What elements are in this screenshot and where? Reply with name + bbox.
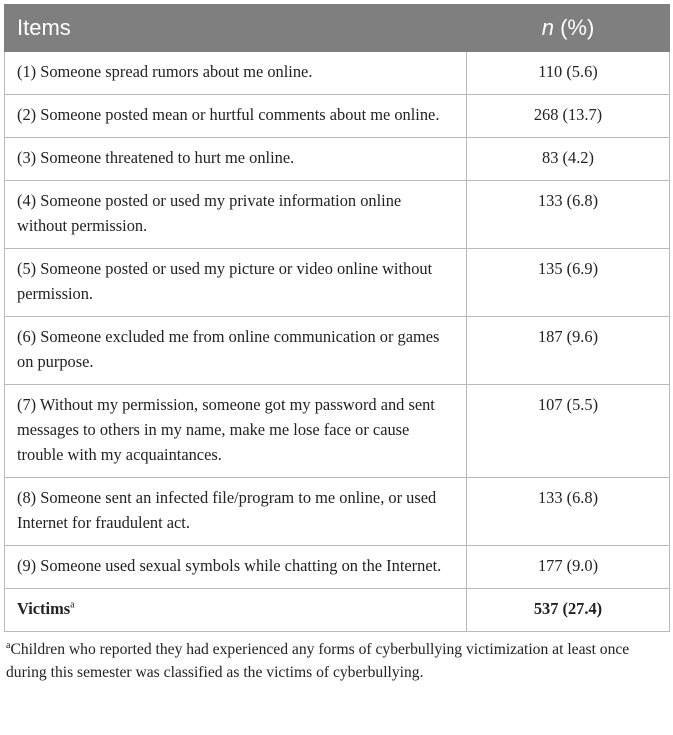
table-row: [5, 546, 670, 589]
victims-label: Victims: [17, 599, 71, 618]
table-row: [5, 317, 670, 385]
footnote-marker: a: [6, 639, 11, 651]
n-header-rest: (%): [553, 15, 595, 40]
item-cell: (6) Someone excluded me from online communication or games on purpose.: [5, 317, 467, 385]
n-cell: 177 (9.0): [467, 546, 670, 589]
header-row: [5, 5, 670, 52]
n-cell: 268 (13.7): [467, 95, 670, 138]
n-cell: 187 (9.6): [467, 317, 670, 385]
data-table: [4, 4, 670, 632]
item-cell: (7) Without my permission, someone got my password and sent messages to others in my name, make me lose face or cause trouble with my acquaintances.: [5, 385, 467, 478]
n-cell: 133 (6.8): [467, 478, 670, 546]
item-cell: (9) Someone used sexual symbols while chatting on the Internet.: [5, 546, 467, 589]
table-row: [5, 249, 670, 317]
victims-n-cell: 537 (27.4): [467, 589, 670, 632]
table-container: [4, 4, 669, 684]
table-row: [5, 385, 670, 478]
table-row: [5, 95, 670, 138]
victims-label-cell: [5, 589, 467, 632]
n-header-italic: n: [541, 15, 554, 40]
n-cell: 83 (4.2): [467, 138, 670, 181]
table-row: [5, 138, 670, 181]
table-footnote: [4, 638, 669, 684]
victims-footnote-marker: a: [70, 599, 75, 611]
item-cell: (3) Someone threatened to hurt me online.: [5, 138, 467, 181]
n-cell: 133 (6.8): [467, 181, 670, 249]
item-cell: (2) Someone posted mean or hurtful comments about me online.: [5, 95, 467, 138]
n-cell: 110 (5.6): [467, 52, 670, 95]
table-row: [5, 181, 670, 249]
table-row: [5, 478, 670, 546]
footnote-text: Children who reported they had experienced any forms of cyberbullying victimization at least once during this semester was classified as the victims of cyberbullying.: [6, 641, 630, 681]
n-percent-header: [467, 5, 670, 52]
n-cell: 135 (6.9): [467, 249, 670, 317]
table-row: [5, 52, 670, 95]
item-cell: (4) Someone posted or used my private information online without permission.: [5, 181, 467, 249]
item-cell: (1) Someone spread rumors about me online.: [5, 52, 467, 95]
items-header: Items: [5, 5, 467, 52]
item-cell: (5) Someone posted or used my picture or video online without permission.: [5, 249, 467, 317]
n-cell: 107 (5.5): [467, 385, 670, 478]
item-cell: (8) Someone sent an infected file/program to me online, or used Internet for fraudulent act.: [5, 478, 467, 546]
total-row: [5, 589, 670, 632]
